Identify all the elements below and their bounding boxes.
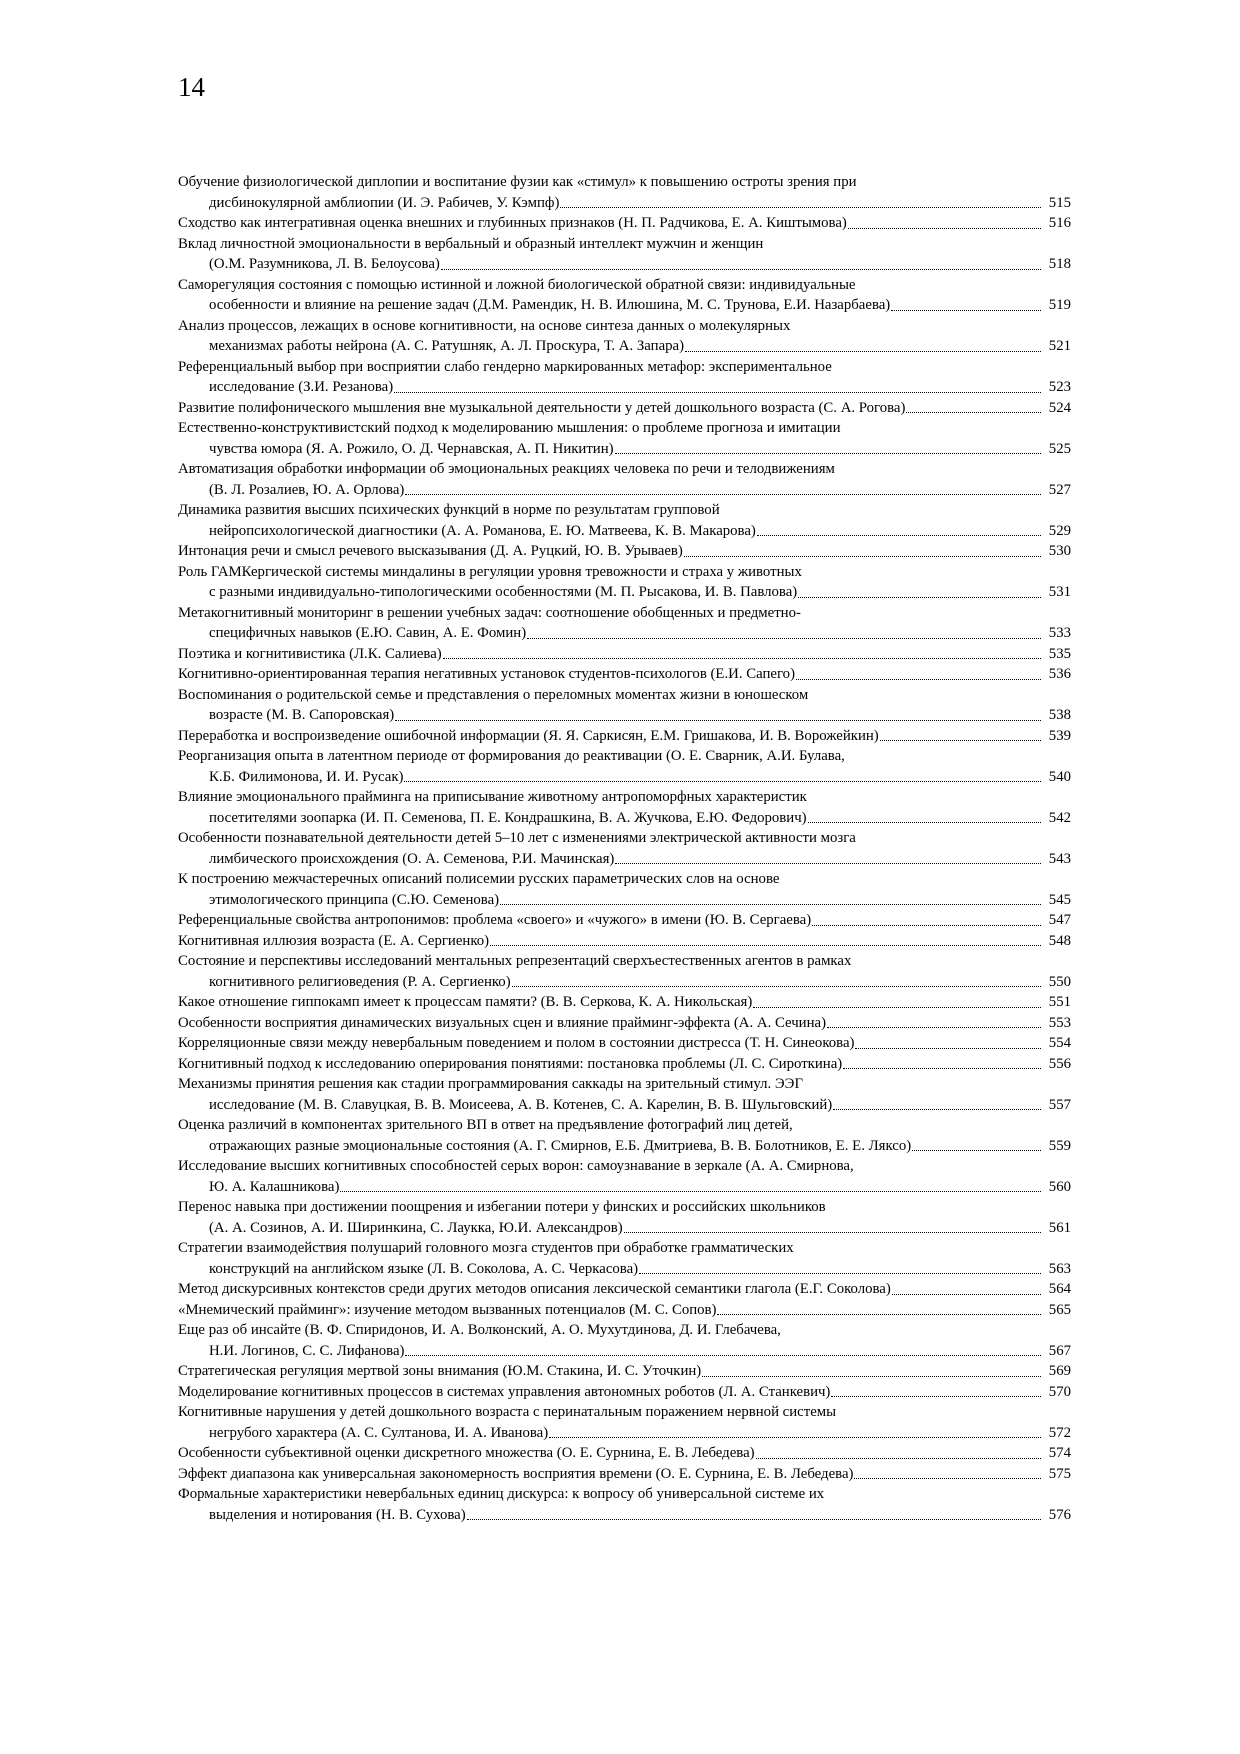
toc-entry-page-number: 575	[1048, 1465, 1071, 1482]
toc-entry-last-line	[178, 1382, 1071, 1403]
toc-entry-last-line	[178, 808, 1071, 829]
toc-entry-page-number: 559	[1048, 1137, 1071, 1154]
toc-entry-last-line	[178, 1443, 1071, 1464]
toc-entry-page-number: 535	[1048, 645, 1071, 662]
toc-entry-title-line: чувства юмора (Я. А. Рожило, О. Д. Чернавская, А. П. Никитин)	[209, 440, 614, 457]
toc-entry-last-line	[178, 541, 1071, 562]
toc-entry-title-line: «Мнемический прайминг»: изучение методом вызванных потенциалов (М. С. Сопов)	[178, 1301, 717, 1318]
toc-entry-page-number: 539	[1048, 727, 1071, 744]
toc-entry-last-line	[178, 213, 1071, 234]
toc-entry-title-line: Когнитивный подход к исследованию оперирования понятиями: постановка проблемы (Л. С. Сироткина)	[178, 1055, 843, 1072]
toc-entry	[178, 1464, 1071, 1485]
dot-leader	[624, 1232, 1041, 1233]
toc-entry	[178, 1115, 1071, 1156]
dot-leader	[892, 1294, 1041, 1295]
toc-entry-title-line: Ю. А. Калашникова)	[209, 1178, 340, 1195]
dot-leader	[490, 945, 1041, 946]
toc-entry-title-line: особенности и влияние на решение задач (Д.М. Рамендик, Н. В. Илюшина, М. С. Трунова, Е.И. Назарбаева)	[209, 297, 891, 313]
toc-entry-last-line	[178, 1033, 1071, 1054]
dot-leader	[808, 822, 1041, 823]
toc-entry-title-line: посетителями зоопарка (И. П. Семенова, П. Е. Кондрашкина, В. А. Жучкова, Е.Ю. Федорович)	[209, 809, 807, 826]
toc-entry	[178, 1156, 1071, 1197]
toc-entry	[178, 1300, 1071, 1321]
toc-entry-last-line	[178, 1464, 1071, 1485]
toc-entry-page-number: 572	[1048, 1424, 1071, 1441]
toc-entry	[178, 1033, 1071, 1054]
toc-entry	[178, 1443, 1071, 1464]
toc-entry-page-number: 519	[1048, 297, 1071, 313]
toc-entry	[178, 951, 1071, 992]
dot-leader	[405, 1355, 1041, 1356]
dot-leader	[615, 863, 1041, 864]
toc-entry-page-number: 560	[1048, 1178, 1071, 1195]
toc-entry-title-line: Развитие полифонического мышления вне музыкальной деятельности у детей дошкольного возраста (С. А. Рогова)	[178, 399, 906, 416]
dot-leader	[906, 412, 1041, 413]
toc-entry-title-line: (В. Л. Розалиев, Ю. А. Орлова)	[209, 481, 405, 498]
dot-leader	[512, 986, 1041, 987]
toc-entry-last-line	[178, 1259, 1071, 1280]
dot-leader	[560, 207, 1041, 208]
toc-entry-title-line: Переработка и воспроизведение ошибочной информации (Я. Я. Саркисян, Е.М. Гришакова, И. В. Ворожейкин)	[178, 727, 879, 744]
toc-entry-title-line: Референциальный выбор при восприятии слабо гендерно маркированных метафор: экспериментальное	[178, 358, 832, 375]
toc-entry-page-number: 554	[1048, 1035, 1071, 1051]
toc-entry-title-line: когнитивного религиоведения (Р. А. Сергиенко)	[209, 973, 511, 990]
dot-leader	[527, 638, 1041, 639]
toc-entry-page-number: 540	[1048, 768, 1071, 785]
dot-leader	[848, 228, 1041, 229]
toc-entry-page-number: 529	[1048, 522, 1071, 539]
toc-entry-last-line	[178, 890, 1071, 911]
toc-entry-last-line	[178, 1361, 1071, 1382]
toc-entry-title-line: этимологического принципа (С.Ю. Семенова)	[209, 891, 500, 908]
toc-entry-title-line: исследование (М. В. Славуцкая, В. В. Моисеева, А. В. Котенев, С. А. Карелин, В. В. Шульговский)	[209, 1096, 833, 1113]
toc-entry-title-line: Вклад личностной эмоциональности в вербальный и образный интеллект мужчин и женщин	[178, 235, 764, 252]
toc-entry-title-line: Еще раз об инсайте (В. Ф. Спиридонов, И. А. Волконский, А. О. Мухутдинова, Д. И. Глебачева,	[178, 1322, 781, 1338]
page-number: 14	[178, 72, 205, 102]
toc-entry-page-number: 523	[1048, 379, 1071, 395]
toc-entry-title-line: Естественно-конструктивистский подход к моделированию мышления: о проблеме прогноза и имитации	[178, 420, 841, 436]
dot-leader	[843, 1068, 1041, 1069]
toc-entry	[178, 869, 1071, 910]
toc-entry-last-line	[178, 1095, 1071, 1116]
toc-entry	[178, 603, 1071, 644]
toc-entry	[178, 1320, 1071, 1361]
toc-entry	[178, 275, 1071, 316]
toc-entry-page-number: 565	[1048, 1301, 1071, 1318]
toc-entry-title-line: Референциальные свойства антропонимов: проблема «своего» и «чужого» в имени (Ю. В. Сергаева)	[178, 912, 812, 928]
toc-entry	[178, 664, 1071, 685]
toc-entry-title-line: Метод дискурсивных контекстов среди других методов описания лексической семантики глагола (Е.Г. Соколова)	[178, 1281, 891, 1297]
toc-entry-title-line: (А. А. Созинов, А. И. Ширинкина, С. Лаукка, Ю.И. Александров)	[209, 1219, 623, 1236]
toc-entry	[178, 685, 1071, 726]
toc-entry-last-line	[178, 931, 1071, 952]
toc-entry-last-line	[178, 1054, 1071, 1075]
toc-entry-page-number: 518	[1048, 256, 1071, 272]
toc-entry-title-line: К построению межчастеречных описаний полисемии русских параметрических слов на основе	[178, 871, 780, 887]
toc-entry-last-line	[178, 1505, 1071, 1526]
toc-entry-last-line	[178, 1177, 1071, 1198]
toc-entry-title-line: Роль ГАМКергической системы миндалины в регуляции уровня тревожности и страха у животных	[178, 563, 802, 580]
toc-entry	[178, 1074, 1071, 1115]
toc-entry-title-line: Корреляционные связи между невербальным поведением и полом в состоянии дистресса (Т. Н. Синеокова)	[178, 1035, 855, 1051]
toc-entry	[178, 316, 1071, 357]
toc-entry	[178, 726, 1071, 747]
toc-entry-title-line: Влияние эмоционального прайминга на приписывание животному антропоморфных характеристик	[178, 789, 807, 805]
toc-entry-page-number: 533	[1048, 625, 1071, 641]
toc-entry-last-line	[178, 193, 1071, 214]
toc-entry-page-number: 542	[1048, 809, 1071, 826]
dot-leader	[855, 1048, 1041, 1049]
dot-leader	[756, 1458, 1041, 1459]
toc-entry-last-line	[178, 336, 1071, 357]
toc-entry-title-line: конструкций на английском языке (Л. В. Соколова, А. С. Черкасова)	[209, 1260, 639, 1277]
toc-entry-title-line: механизмах работы нейрона (А. С. Ратушняк, А. Л. Проскура, Т. А. Запара)	[209, 338, 685, 354]
toc-entry-last-line	[178, 849, 1071, 870]
toc-entry-last-line	[178, 623, 1071, 644]
toc-entry	[178, 992, 1071, 1013]
toc-entry-last-line	[178, 377, 1071, 398]
toc-entry-page-number: 516	[1048, 215, 1071, 231]
toc-entry-last-line	[178, 1136, 1071, 1157]
toc-entry-last-line	[178, 910, 1071, 931]
dot-leader	[912, 1150, 1041, 1151]
dot-leader	[833, 1109, 1041, 1110]
dot-leader	[891, 310, 1041, 311]
toc-entry-title-line: возрасте (М. В. Сапоровская)	[209, 707, 395, 723]
toc-entry-title-line: Интонация речи и смысл речевого высказывания (Д. А. Руцкий, Ю. В. Урываев)	[178, 543, 683, 559]
toc-entry	[178, 644, 1071, 665]
toc-entry-title-line: Поэтика и когнитивистика (Л.К. Салиева)	[178, 645, 442, 662]
toc-entry-page-number: 547	[1048, 912, 1071, 928]
toc-entry-page-number: 553	[1048, 1014, 1071, 1031]
toc-entry-page-number: 564	[1048, 1281, 1071, 1297]
toc-entry-last-line	[178, 726, 1071, 747]
dot-leader	[796, 679, 1041, 680]
toc-entry-title-line: Какое отношение гиппокамп имеет к процессам памяти? (В. В. Серкова, К. А. Никольская)	[178, 994, 753, 1010]
toc-entry-title-line: лимбического происхождения (О. А. Семенова, Р.И. Мачинская)	[209, 850, 615, 867]
dot-leader	[684, 556, 1041, 557]
toc-entry-title-line: Когнитивная иллюзия возраста (Е. А. Сергиенко)	[178, 932, 490, 949]
toc-entry-last-line	[178, 1013, 1071, 1034]
toc-entry-page-number: 525	[1048, 440, 1071, 457]
dot-leader	[639, 1273, 1041, 1274]
toc-entry	[178, 1054, 1071, 1075]
toc-entry-title-line: Стратегии взаимодействия полушарий головного мозга студентов при обработке грамматических	[178, 1240, 794, 1256]
toc-entry-title-line: Когнитивные нарушения у детей дошкольного возраста с перинатальным поражением нервной системы	[178, 1404, 837, 1420]
toc-entry-title-line: Особенности познавательной деятельности детей 5–10 лет с изменениями электрической активности мозга	[178, 830, 856, 846]
toc-entry-title-line: нейропсихологической диагностики (А. А. Романова, Е. Ю. Матвеева, К. В. Макарова)	[209, 522, 756, 539]
toc-entry-last-line	[178, 480, 1071, 501]
dot-leader	[685, 351, 1041, 352]
dot-leader	[812, 925, 1041, 926]
toc-entry-title-line: отражающих разные эмоциональные состояния (А. Г. Смирнов, Е.Б. Дмитриева, В. В. Болотников, Е. Е. Ляксо)	[209, 1137, 912, 1154]
toc-entry-title-line: выделения и нотирования (Н. В. Сухова)	[209, 1506, 466, 1523]
toc-entry-page-number: 521	[1048, 338, 1071, 354]
toc-entry	[178, 562, 1071, 603]
toc-entry-title-line: Оценка различий в компонентах зрительного ВП в ответ на предъявление фотографий лиц детей,	[178, 1117, 793, 1133]
toc-entry	[178, 459, 1071, 500]
dot-leader	[394, 392, 1041, 393]
toc-entry-title-line: Перенос навыка при достижении поощрения и избегании потери у финских и российских школьников	[178, 1199, 826, 1215]
toc-entry-page-number: 574	[1048, 1445, 1071, 1461]
dot-leader	[831, 1396, 1041, 1397]
dot-leader	[443, 658, 1041, 659]
toc-entry-last-line	[178, 254, 1071, 275]
toc-entry-page-number: 530	[1048, 543, 1071, 559]
toc-entry-last-line	[178, 1423, 1071, 1444]
toc-entry	[178, 787, 1071, 828]
dot-leader	[717, 1314, 1041, 1315]
toc-entry	[178, 500, 1071, 541]
toc-entry-page-number: 524	[1048, 399, 1071, 416]
toc-entry-title-line: Метакогнитивный мониторинг в решении учебных задач: соотношение обобщенных и предметно-	[178, 604, 801, 621]
toc-entry-page-number: 551	[1048, 994, 1071, 1010]
toc-entry	[178, 398, 1071, 419]
toc-entry	[178, 1238, 1071, 1279]
toc-entry-page-number: 576	[1048, 1506, 1071, 1523]
toc-entry-title-line: (О.М. Разумникова, Л. В. Белоусова)	[209, 256, 440, 272]
toc-entry-page-number: 550	[1048, 973, 1071, 990]
toc-entry-page-number: 545	[1048, 891, 1071, 908]
dot-leader	[395, 720, 1041, 721]
toc-entry-page-number: 567	[1048, 1342, 1071, 1359]
toc-entry	[178, 418, 1071, 459]
toc-entry-page-number: 515	[1048, 194, 1071, 211]
toc-entry	[178, 746, 1071, 787]
toc-entry	[178, 1402, 1071, 1443]
toc-entry-page-number: 527	[1048, 481, 1071, 498]
toc-entry	[178, 1484, 1071, 1525]
toc-entry-title-line: Состояние и перспективы исследований ментальных репрезентаций сверхъестественных агентов в рамках	[178, 953, 852, 969]
toc-entry-page-number: 570	[1048, 1383, 1071, 1400]
toc-entry-last-line	[178, 1341, 1071, 1362]
toc-entry-page-number: 556	[1048, 1055, 1071, 1072]
toc-entry-title-line: Моделирование когнитивных процессов в системах управления автономных роботов (Л. А. Станкевич)	[178, 1383, 831, 1400]
toc-entry-last-line	[178, 972, 1071, 993]
dot-leader	[827, 1027, 1041, 1028]
toc-entry-last-line	[178, 295, 1071, 316]
toc-entry-page-number: 538	[1048, 707, 1071, 723]
toc-entry-title-line: Воспоминания о родительской семье и представления о переломных моментах жизни в юношеском	[178, 686, 809, 703]
toc-entry-last-line	[178, 582, 1071, 603]
toc-entry-title-line: с разными индивидуально-типологическими особенностями (М. П. Рысакова, И. В. Павлова)	[209, 584, 798, 600]
toc-entry-page-number: 548	[1048, 932, 1071, 949]
toc-entry-page-number: 561	[1048, 1219, 1071, 1236]
toc-entry-last-line	[178, 992, 1071, 1013]
toc-entry-page-number: 557	[1048, 1096, 1071, 1113]
toc-entry-last-line	[178, 398, 1071, 419]
toc-entry-title-line: Реорганизация опыта в латентном периоде от формирования до реактивации (О. Е. Сварник, А.И. Булава,	[178, 748, 845, 764]
toc-entry-last-line	[178, 1279, 1071, 1300]
toc-entry-last-line	[178, 767, 1071, 788]
dot-leader	[798, 597, 1041, 598]
dot-leader	[441, 269, 1041, 270]
toc-entry	[178, 172, 1071, 213]
toc-entry-title-line: Саморегуляция состояния с помощью истинной и ложной биологической обратной связи: индивидуальные	[178, 276, 856, 293]
toc-entry-page-number: 536	[1048, 666, 1071, 682]
toc-entry	[178, 1197, 1071, 1238]
toc-entry-title-line: негрубого характера (А. С. Султанова, И. А. Иванова)	[209, 1424, 549, 1441]
toc-entry	[178, 931, 1071, 952]
toc-entry	[178, 1013, 1071, 1034]
toc-entry-title-line: Механизмы принятия решения как стадии программирования саккады на зрительный стимул. ЭЭГ	[178, 1076, 804, 1092]
toc-entry-title-line: Особенности субъективной оценки дискретного множества (О. Е. Сурнина, Е. В. Лебедева)	[178, 1445, 755, 1461]
toc-entry-title-line: Когнитивно-ориентированная терапия негативных установок студентов-психологов (Е.И. Сапего)	[178, 666, 796, 682]
toc-entry-title-line: Динамика развития высших психических функций в норме по результатам групповой	[178, 502, 720, 518]
toc-entry-page-number: 531	[1048, 584, 1071, 600]
toc-entry	[178, 828, 1071, 869]
toc-entry-title-line: Исследование высших когнитивных способностей серых ворон: самоузнавание в зеркале (А. А. Смирнова,	[178, 1158, 854, 1174]
dot-leader	[404, 781, 1041, 782]
toc-entry-title-line: Анализ процессов, лежащих в основе когнитивности, на основе синтеза данных о молекулярных	[178, 317, 791, 334]
toc-entry-title-line: исследование (З.И. Резанова)	[209, 379, 394, 395]
toc-entry-last-line	[178, 644, 1071, 665]
toc-entry-page-number: 543	[1048, 850, 1071, 867]
toc-entry	[178, 1361, 1071, 1382]
toc-entry-last-line	[178, 664, 1071, 685]
toc-entry-title-line: Стратегическая регуляция мертвой зоны внимания (Ю.М. Стакина, И. С. Уточкин)	[178, 1363, 702, 1379]
dot-leader	[615, 453, 1041, 454]
toc-entry	[178, 1279, 1071, 1300]
toc-entry-title-line: Обучение физиологической диплопии и воспитание фузии как «стимул» к повышению остроты зрения при	[178, 174, 857, 190]
dot-leader	[340, 1191, 1041, 1192]
toc-entry-title-line: Н.И. Логинов, С. С. Лифанова)	[209, 1342, 405, 1359]
toc-entry	[178, 213, 1071, 234]
dot-leader	[854, 1478, 1041, 1479]
toc-entry-title-line: специфичных навыков (Е.Ю. Савин, А. Е. Фомин)	[209, 625, 527, 641]
toc-entry	[178, 234, 1071, 275]
toc-entry-last-line	[178, 1300, 1071, 1321]
toc-entry-last-line	[178, 1218, 1071, 1239]
toc-entry-title-line: Автоматизация обработки информации об эмоциональных реакциях человека по речи и телодвижениям	[178, 461, 835, 477]
toc-entry-page-number: 563	[1048, 1260, 1071, 1277]
toc-entry-title-line: Эффект диапазона как универсальная закономерность восприятия времени (О. Е. Сурнина, Е. В. Лебедева)	[178, 1465, 854, 1482]
toc-entry	[178, 1382, 1071, 1403]
dot-leader	[405, 494, 1041, 495]
dot-leader	[467, 1519, 1041, 1520]
toc-entry-last-line	[178, 439, 1071, 460]
toc-entry-last-line	[178, 521, 1071, 542]
dot-leader	[500, 904, 1041, 905]
dot-leader	[880, 740, 1041, 741]
dot-leader	[549, 1437, 1041, 1438]
toc-entry-title-line: Особенности восприятия динамических визуальных сцен и влияние прайминг-эффекта (А. А. Сечина)	[178, 1014, 826, 1031]
table-of-contents	[178, 172, 1071, 1525]
toc-entry-page-number: 569	[1048, 1363, 1071, 1379]
dot-leader	[753, 1007, 1041, 1008]
toc-entry-title-line: Формальные характеристики невербальных единиц дискурса: к вопросу об универсальной системе их	[178, 1486, 825, 1502]
toc-entry	[178, 357, 1071, 398]
dot-leader	[702, 1376, 1041, 1377]
toc-entry-last-line	[178, 705, 1071, 726]
toc-entry	[178, 541, 1071, 562]
toc-entry-title-line: Сходство как интегративная оценка внешних и глубинных признаков (Н. П. Радчикова, Е. А. Киштымова)	[178, 215, 847, 231]
toc-entry-title-line: дисбинокулярной амблиопии (И. Э. Рабичев, У. Кэмпф)	[209, 194, 560, 211]
toc-entry-title-line: К.Б. Филимонова, И. И. Русак)	[209, 768, 404, 785]
dot-leader	[757, 535, 1041, 536]
toc-entry	[178, 910, 1071, 931]
